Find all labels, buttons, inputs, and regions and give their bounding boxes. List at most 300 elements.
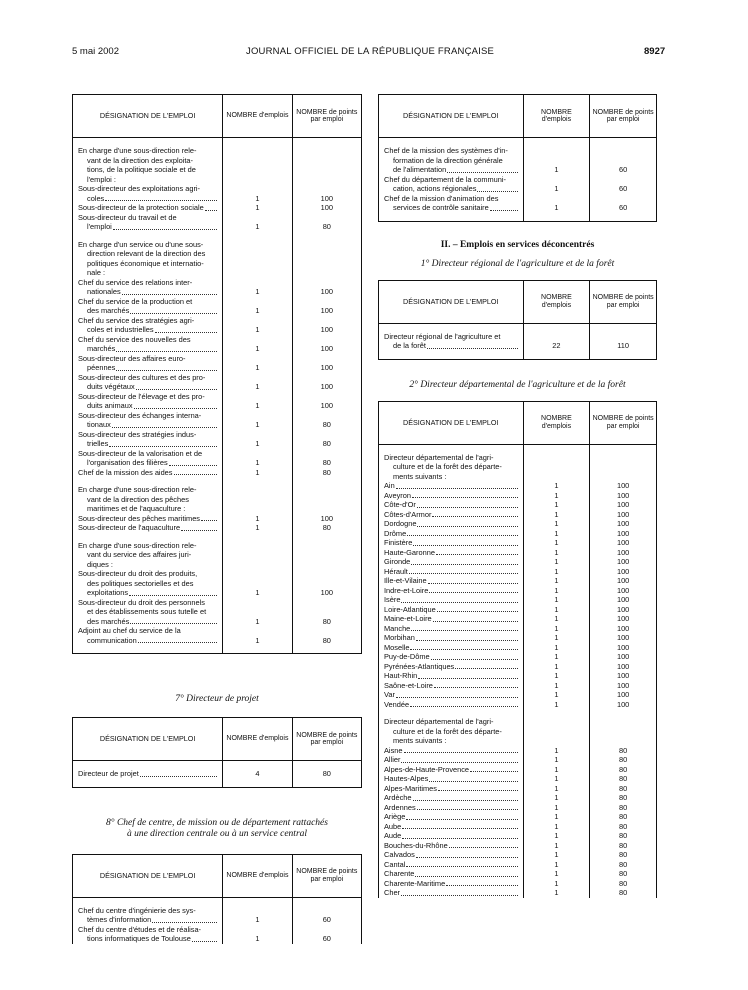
points-cell bbox=[590, 453, 657, 482]
designation-line bbox=[78, 382, 218, 392]
designation-line bbox=[78, 458, 218, 468]
leader-dots bbox=[415, 876, 517, 877]
designation-cell bbox=[379, 662, 524, 672]
emplois-cell bbox=[523, 175, 590, 194]
designation-text: Charente bbox=[384, 869, 415, 878]
emplois-cell bbox=[523, 605, 590, 615]
section-emplois-deconcentres: II. – Emplois en services déconcentrés bbox=[440, 239, 595, 250]
designation-cell bbox=[73, 449, 223, 468]
designation-line bbox=[384, 519, 519, 529]
spacer-row bbox=[379, 138, 657, 147]
designation-line bbox=[78, 769, 218, 779]
emplois-value: 1 bbox=[554, 184, 559, 193]
emplois-cell bbox=[223, 598, 292, 627]
table-row bbox=[379, 831, 657, 841]
designation-line bbox=[384, 869, 519, 879]
designation-cell bbox=[379, 605, 524, 615]
leader-dots bbox=[477, 191, 517, 192]
points-cell bbox=[590, 755, 657, 765]
designation-cell bbox=[73, 468, 223, 478]
emplois-cell bbox=[523, 529, 590, 539]
points-value: 80 bbox=[619, 764, 628, 774]
emplois-value: 1 bbox=[255, 287, 260, 296]
emplois-cell bbox=[223, 906, 292, 925]
designation-line bbox=[78, 259, 218, 269]
caption-line: 8° Chef de centre, de mission ou de département rattachés bbox=[106, 817, 328, 828]
designation-cell bbox=[379, 774, 524, 784]
designation-line bbox=[78, 249, 218, 259]
table-row bbox=[379, 690, 657, 700]
points-cell bbox=[590, 803, 657, 813]
emplois-cell bbox=[523, 146, 590, 175]
designation-text: Puy-de-Dôme bbox=[384, 652, 430, 661]
designation-line bbox=[384, 643, 519, 653]
designation-text: Manche bbox=[384, 623, 411, 633]
points-cell bbox=[590, 765, 657, 775]
emplois-cell bbox=[523, 548, 590, 558]
designation-line bbox=[384, 529, 519, 539]
designation-text: et des établissements sous tutelle et bbox=[87, 607, 207, 616]
designation-text: Alpes-de-Haute-Provence bbox=[384, 764, 470, 774]
designation-text: Chef de la mission d'animation des bbox=[384, 193, 499, 203]
emplois-cell bbox=[523, 491, 590, 501]
designation-line bbox=[384, 822, 519, 832]
designation-cell bbox=[73, 297, 223, 316]
points-value: 80 bbox=[619, 831, 628, 840]
designation-text: duits végétaux bbox=[87, 382, 135, 391]
leader-dots bbox=[205, 210, 218, 211]
points-value: 100 bbox=[320, 344, 333, 353]
leader-dots bbox=[449, 847, 518, 848]
publication-date: 5 mai 2002 bbox=[72, 46, 120, 57]
designation-cell bbox=[379, 510, 524, 520]
designation-line bbox=[78, 175, 218, 185]
designation-text: Maine-et-Loire bbox=[384, 614, 432, 623]
emplois-cell bbox=[523, 841, 590, 851]
designation-text: de la forêt bbox=[393, 341, 426, 350]
leader-dots bbox=[401, 602, 517, 603]
designation-cell bbox=[379, 812, 524, 822]
table-row bbox=[73, 523, 362, 533]
leader-dots bbox=[411, 630, 517, 631]
points-cell bbox=[590, 175, 657, 194]
designation-cell bbox=[73, 523, 223, 533]
designation-line bbox=[78, 344, 218, 354]
header-designation: DÉSIGNATION DE L'EMPLOI bbox=[73, 95, 223, 138]
points-value: 100 bbox=[616, 595, 630, 604]
designation-text: ments suivants : bbox=[393, 471, 447, 481]
designation-cell bbox=[379, 453, 524, 482]
designation-cell bbox=[379, 567, 524, 577]
leader-dots bbox=[401, 895, 518, 896]
points-cell bbox=[590, 793, 657, 803]
designation-text: nale : bbox=[87, 268, 106, 277]
designation-line bbox=[78, 401, 218, 411]
points-cell bbox=[590, 510, 657, 520]
designation-cell bbox=[379, 538, 524, 548]
designation-cell bbox=[379, 624, 524, 634]
points-value: 80 bbox=[619, 850, 628, 859]
designation-text: Pyrénées-Atlantiques bbox=[384, 661, 455, 671]
designation-line bbox=[78, 514, 218, 524]
designation-text: des marchés bbox=[87, 306, 130, 315]
leader-dots bbox=[136, 389, 218, 390]
emplois-cell bbox=[523, 576, 590, 586]
designation-text: Loire-Atlantique bbox=[384, 604, 436, 614]
emplois-value: 1 bbox=[554, 888, 559, 897]
points-cell bbox=[590, 538, 657, 548]
designation-text: Charente-Maritime bbox=[384, 878, 446, 888]
leader-dots bbox=[140, 776, 217, 777]
designation-line bbox=[78, 306, 218, 316]
designation-line bbox=[78, 569, 218, 579]
designation-text: Morbihan bbox=[384, 633, 415, 642]
emplois-cell bbox=[523, 755, 590, 765]
emplois-cell bbox=[523, 557, 590, 567]
designation-cell bbox=[73, 278, 223, 297]
table-row bbox=[73, 411, 362, 430]
leader-dots bbox=[470, 771, 518, 772]
designation-text: Var bbox=[384, 690, 395, 699]
designation-line bbox=[78, 588, 218, 598]
designation-text: Allier bbox=[384, 755, 401, 764]
right-column bbox=[378, 94, 657, 898]
leader-dots bbox=[396, 488, 518, 489]
points-cell bbox=[590, 643, 657, 653]
page-header bbox=[0, 46, 748, 60]
emplois-cell bbox=[223, 213, 292, 232]
table-row bbox=[73, 354, 362, 373]
designation-line bbox=[384, 586, 519, 596]
points-value: 100 bbox=[616, 528, 630, 538]
designation-text: En charge d'un service ou d'une sous- bbox=[78, 239, 204, 249]
emplois-cell bbox=[523, 643, 590, 653]
designation-line bbox=[384, 624, 519, 634]
points-cell bbox=[292, 335, 361, 354]
table-row bbox=[379, 491, 657, 501]
points-cell bbox=[590, 576, 657, 586]
designation-text: marchés bbox=[87, 344, 116, 353]
emplois-value: 1 bbox=[554, 490, 559, 500]
points-cell bbox=[292, 523, 361, 533]
leader-dots bbox=[192, 941, 217, 942]
designation-line bbox=[78, 297, 218, 307]
designation-line bbox=[384, 841, 519, 851]
points-value: 100 bbox=[320, 287, 333, 296]
emplois-value: 1 bbox=[554, 585, 559, 595]
designation-line bbox=[384, 681, 519, 691]
designation-line bbox=[78, 607, 218, 617]
emplois-cell bbox=[223, 925, 292, 944]
table-row bbox=[73, 184, 362, 203]
points-value: 100 bbox=[616, 538, 630, 547]
table-row bbox=[73, 430, 362, 449]
table-row bbox=[379, 803, 657, 813]
leader-dots bbox=[427, 348, 518, 349]
designation-line bbox=[78, 468, 218, 478]
designation-text: Cher bbox=[384, 888, 401, 897]
designation-text: péennes bbox=[87, 363, 116, 372]
emplois-cell bbox=[223, 769, 292, 779]
table-row bbox=[379, 643, 657, 653]
designation-line bbox=[78, 392, 218, 402]
emplois-cell bbox=[523, 481, 590, 491]
emplois-cell bbox=[523, 869, 590, 879]
leader-dots bbox=[438, 790, 518, 791]
table-row bbox=[379, 700, 657, 710]
points-cell bbox=[292, 297, 361, 316]
points-value: 80 bbox=[322, 439, 331, 448]
designation-cell bbox=[73, 906, 223, 925]
designation-text: En charge d'une sous-direction rele- bbox=[78, 485, 197, 494]
points-cell bbox=[292, 485, 361, 514]
designation-text: Sous-directeur des affaires euro- bbox=[78, 353, 186, 363]
designation-cell bbox=[73, 316, 223, 335]
designation-line bbox=[78, 598, 218, 608]
table-row bbox=[379, 850, 657, 860]
table-row bbox=[73, 514, 362, 524]
designation-line bbox=[384, 510, 519, 520]
leader-dots bbox=[407, 535, 517, 536]
table-row bbox=[73, 297, 362, 316]
designation-text: tèmes d'information bbox=[87, 915, 152, 924]
designation-cell bbox=[379, 841, 524, 851]
emplois-value: 1 bbox=[554, 614, 559, 623]
caption-directeur-regional: 1° Directeur régional de l'agriculture et de la forêt bbox=[420, 258, 615, 269]
designation-line bbox=[78, 213, 218, 223]
points-value: 100 bbox=[320, 401, 333, 410]
designation-line bbox=[384, 879, 519, 889]
points-value: 100 bbox=[616, 566, 630, 576]
leader-dots bbox=[138, 642, 218, 643]
points-cell bbox=[590, 746, 657, 756]
designation-text: Gironde bbox=[384, 557, 411, 566]
table-row bbox=[379, 662, 657, 672]
designation-line bbox=[384, 727, 519, 737]
points-cell bbox=[590, 700, 657, 710]
leader-dots bbox=[413, 800, 518, 801]
designation-line bbox=[384, 203, 519, 213]
table-row bbox=[73, 925, 362, 944]
emplois-value: 1 bbox=[554, 745, 559, 755]
points-value: 100 bbox=[616, 585, 630, 595]
designation-text: vant de la direction des exploita- bbox=[87, 155, 193, 165]
leader-dots bbox=[109, 446, 217, 447]
designation-line bbox=[78, 373, 218, 383]
designation-cell bbox=[379, 671, 524, 681]
table-row bbox=[379, 879, 657, 889]
points-value: 80 bbox=[619, 774, 628, 783]
points-cell bbox=[590, 548, 657, 558]
designation-line bbox=[78, 363, 218, 373]
designation-text: Directeur régional de l'agriculture et bbox=[384, 331, 501, 341]
table-row bbox=[379, 841, 657, 851]
emplois-cell bbox=[223, 430, 292, 449]
points-value: 100 bbox=[616, 547, 630, 557]
points-cell bbox=[590, 850, 657, 860]
emplois-cell bbox=[523, 332, 590, 351]
leader-dots bbox=[417, 526, 517, 527]
designation-text: ments suivants : bbox=[393, 736, 447, 745]
emplois-value: 1 bbox=[255, 363, 260, 372]
designation-text: Sous-directeur des exploitations agri- bbox=[78, 184, 201, 193]
header-nombre-emplois: NOMBRE d'emplois bbox=[223, 95, 292, 138]
designation-line bbox=[78, 925, 218, 935]
leader-dots bbox=[181, 530, 217, 531]
designation-line bbox=[384, 793, 519, 803]
designation-line bbox=[78, 934, 218, 944]
designation-line bbox=[78, 430, 218, 440]
designation-text: Cantal bbox=[384, 859, 406, 869]
emplois-cell bbox=[523, 746, 590, 756]
table-row bbox=[379, 765, 657, 775]
emplois-value: 1 bbox=[554, 774, 559, 783]
points-cell bbox=[590, 812, 657, 822]
designation-text: des marchés bbox=[87, 616, 130, 626]
table-row bbox=[73, 373, 362, 392]
table-header-row bbox=[379, 401, 657, 444]
table-directeur-regional bbox=[378, 280, 657, 360]
emplois-cell bbox=[523, 888, 590, 898]
designation-text: de l'alimentation bbox=[393, 165, 447, 174]
emplois-cell bbox=[523, 717, 590, 746]
designation-text: Directeur départemental de l'agri- bbox=[384, 717, 494, 726]
points-value: 80 bbox=[619, 840, 628, 850]
table-header-row bbox=[73, 95, 362, 138]
points-cell bbox=[590, 519, 657, 529]
points-value: 80 bbox=[619, 755, 628, 764]
designation-text: Chef du département de la communi- bbox=[384, 174, 507, 184]
emplois-value: 1 bbox=[554, 812, 559, 821]
leader-dots bbox=[401, 762, 517, 763]
emplois-cell bbox=[223, 392, 292, 411]
designation-cell bbox=[379, 652, 524, 662]
designation-text: Dordogne bbox=[384, 519, 417, 528]
points-cell bbox=[590, 869, 657, 879]
emplois-value: 1 bbox=[554, 595, 559, 604]
designation-cell bbox=[73, 411, 223, 430]
points-value: 60 bbox=[619, 203, 628, 212]
spacer-row bbox=[73, 533, 362, 541]
emplois-value: 1 bbox=[554, 623, 559, 633]
emplois-cell bbox=[223, 411, 292, 430]
table-row bbox=[379, 681, 657, 691]
points-value: 80 bbox=[619, 888, 628, 897]
table-row bbox=[73, 278, 362, 297]
designation-text: Chef du service de la production et bbox=[78, 296, 193, 306]
designation-line bbox=[78, 579, 218, 589]
leader-dots bbox=[105, 200, 217, 201]
designation-line bbox=[384, 850, 519, 860]
designation-line bbox=[384, 662, 519, 672]
designation-text: Sous-directeur de la valorisation et de bbox=[78, 448, 203, 458]
designation-text: coles bbox=[87, 193, 105, 203]
designation-text: En charge d'une sous-direction rele- bbox=[78, 540, 197, 550]
header-designation: DÉSIGNATION DE L'EMPLOI bbox=[379, 401, 524, 444]
leader-dots bbox=[116, 351, 217, 352]
emplois-value: 1 bbox=[255, 467, 260, 477]
emplois-cell bbox=[523, 860, 590, 870]
spacer-row bbox=[73, 645, 362, 654]
points-cell bbox=[292, 541, 361, 570]
points-value: 100 bbox=[320, 193, 333, 203]
points-value: 60 bbox=[322, 934, 331, 943]
designation-line bbox=[384, 194, 519, 204]
designation-line bbox=[384, 700, 519, 710]
emplois-cell bbox=[223, 146, 292, 184]
leader-dots bbox=[122, 294, 218, 295]
emplois-cell bbox=[223, 468, 292, 478]
points-cell bbox=[590, 605, 657, 615]
table-row bbox=[379, 746, 657, 756]
spacer-row bbox=[73, 779, 362, 788]
table-row bbox=[73, 316, 362, 335]
points-cell bbox=[292, 569, 361, 598]
designation-line bbox=[384, 472, 519, 482]
points-value: 80 bbox=[619, 793, 628, 802]
leader-dots bbox=[429, 592, 517, 593]
points-cell bbox=[292, 392, 361, 411]
points-cell bbox=[590, 500, 657, 510]
leader-dots bbox=[130, 623, 217, 624]
designation-line bbox=[384, 165, 519, 175]
emplois-value: 1 bbox=[554, 557, 559, 566]
emplois-value: 1 bbox=[554, 528, 559, 538]
emplois-cell bbox=[223, 373, 292, 392]
designation-text: Bouches-du-Rhône bbox=[384, 840, 448, 850]
designation-line bbox=[384, 481, 519, 491]
designation-cell bbox=[379, 765, 524, 775]
points-value: 60 bbox=[322, 915, 331, 924]
emplois-cell bbox=[223, 523, 292, 533]
points-cell bbox=[590, 567, 657, 577]
designation-text: trielles bbox=[87, 439, 109, 448]
points-value: 100 bbox=[616, 557, 630, 566]
designation-text: Chef du service des relations inter- bbox=[78, 277, 193, 287]
designation-cell bbox=[379, 784, 524, 794]
leader-dots bbox=[446, 885, 517, 886]
leader-dots bbox=[152, 922, 217, 923]
caption-directeur-departemental: 2° Directeur départemental de l'agriculture et de la forêt bbox=[409, 379, 626, 390]
emplois-value: 1 bbox=[554, 519, 559, 528]
designation-cell bbox=[73, 184, 223, 203]
points-value: 100 bbox=[616, 576, 630, 585]
designation-line bbox=[384, 146, 519, 156]
emplois-value: 1 bbox=[255, 193, 260, 203]
designation-cell bbox=[379, 175, 524, 194]
designation-line bbox=[78, 194, 218, 204]
emplois-cell bbox=[523, 850, 590, 860]
emplois-value: 1 bbox=[255, 420, 260, 429]
points-cell bbox=[590, 690, 657, 700]
designation-text: Finistère bbox=[384, 538, 413, 547]
designation-line bbox=[78, 325, 218, 335]
table-row bbox=[73, 203, 362, 213]
designation-line bbox=[78, 449, 218, 459]
designation-text: politiques économique et internatio- bbox=[87, 258, 204, 268]
designation-text: Moselle bbox=[384, 642, 410, 652]
designation-cell bbox=[73, 569, 223, 598]
points-value: 80 bbox=[619, 869, 628, 878]
designation-text: culture et de la forêt des départe- bbox=[393, 726, 502, 736]
designation-text: Directeur départemental de l'agri- bbox=[384, 452, 494, 462]
designation-cell bbox=[379, 643, 524, 653]
emplois-cell bbox=[223, 485, 292, 514]
leader-dots bbox=[412, 497, 518, 498]
designation-text: Vendée bbox=[384, 699, 410, 709]
emplois-cell bbox=[523, 567, 590, 577]
designation-text: culture et de la forêt des départe- bbox=[393, 462, 502, 471]
